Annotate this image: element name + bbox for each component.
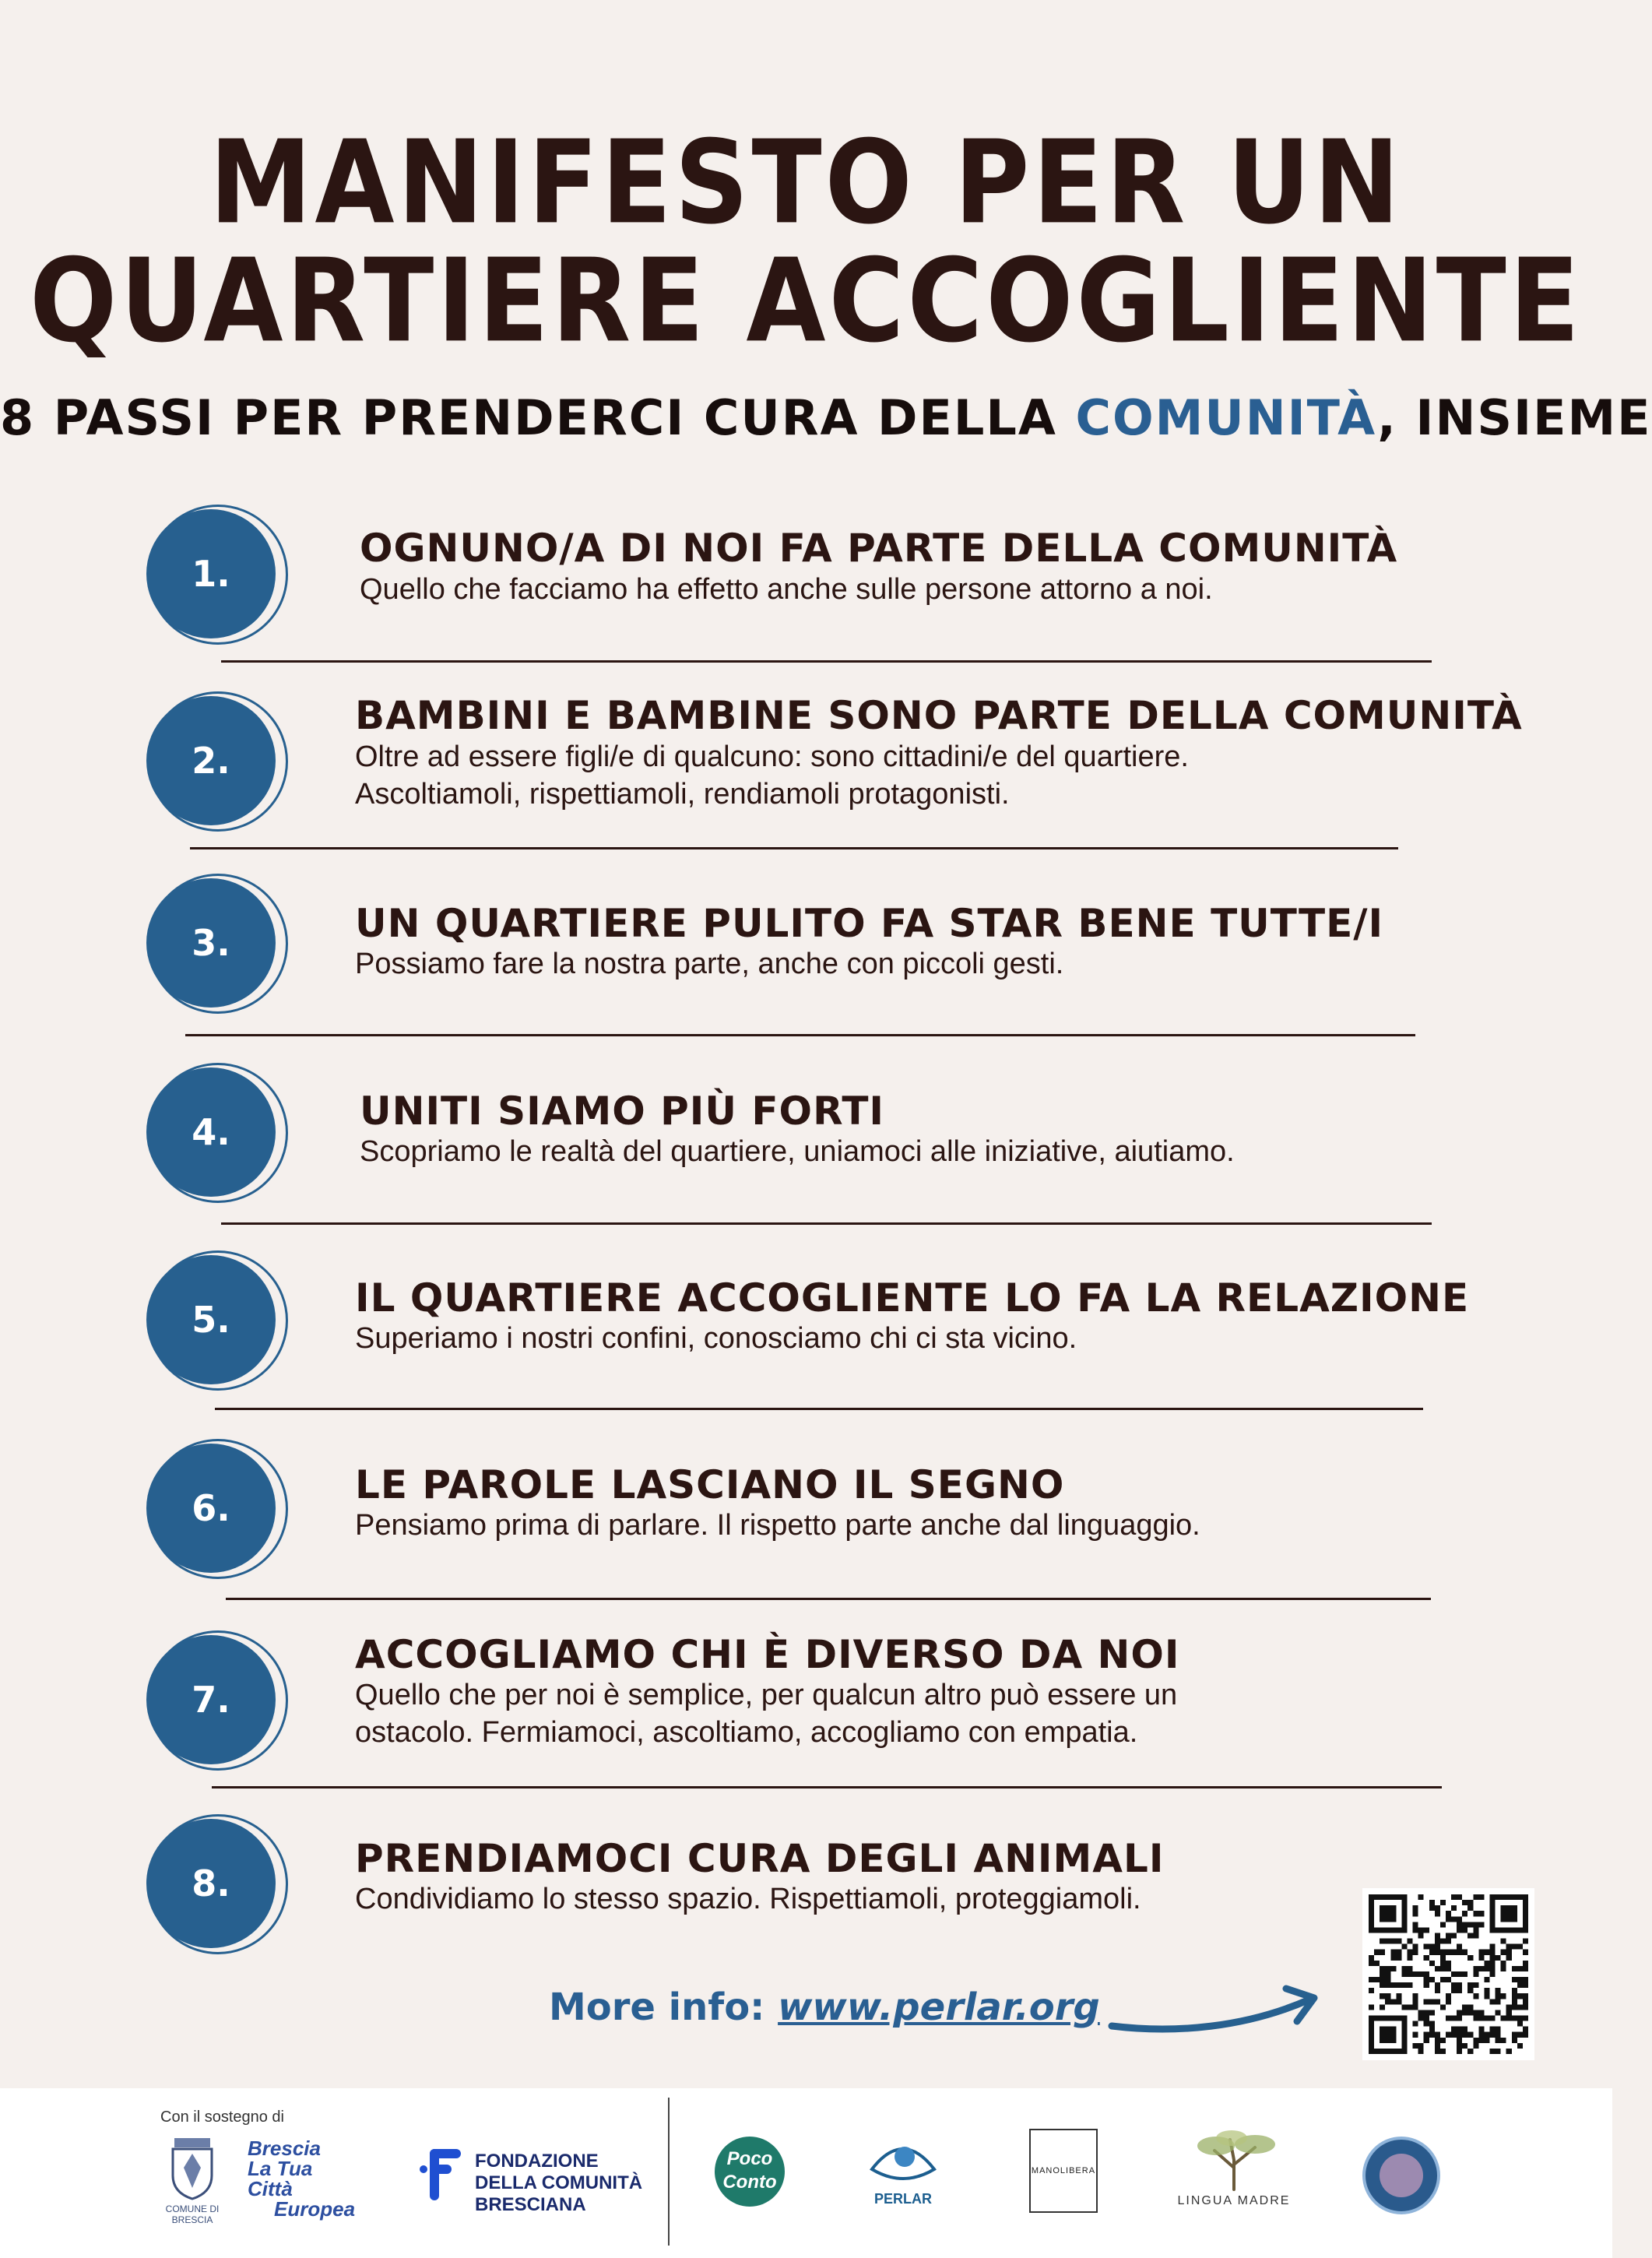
step-number-badge: 2. xyxy=(146,696,276,825)
fondazione-line1: FONDAZIONE xyxy=(475,2151,599,2172)
more-info xyxy=(549,1985,1100,2029)
divider xyxy=(185,1034,1415,1036)
step-text: Possiamo fare la nostra parte, anche con piccoli gesti. xyxy=(355,948,1064,980)
comune-di-brescia-logo xyxy=(165,2137,220,2225)
lingua-madre-logo xyxy=(1176,2129,1292,2208)
qr-code-icon[interactable] xyxy=(1362,1888,1534,2060)
step-title: IL QUARTIERE ACCOGLIENTE LO FA LA RELAZIONE xyxy=(355,1275,1470,1321)
more-info-label: More info: xyxy=(549,1985,779,2029)
perlar-label: PERLAR xyxy=(873,2191,932,2207)
emblem-center xyxy=(1380,2154,1423,2197)
step-text: Pensiamo prima di parlare. Il rispetto parte anche dal linguaggio. xyxy=(355,1509,1200,1542)
step-number-badge: 5. xyxy=(146,1255,276,1384)
step-title: PRENDIAMOCI CURA DEGLI ANIMALI xyxy=(355,1836,1165,1881)
oyster-pearl-icon xyxy=(864,2133,942,2188)
step-title: UN QUARTIERE PULITO FA STAR BENE TUTTE/I xyxy=(355,901,1384,946)
poco-conto-line1: Poco xyxy=(726,2148,773,2169)
step-text: Oltre ad essere figli/e di qualcuno: sono cittadini/e del quartiere. xyxy=(355,740,1189,773)
step-number-badge: 4. xyxy=(146,1067,276,1197)
fondazione-line2: DELLA COMUNITÀ xyxy=(475,2172,643,2193)
step-text: Ascoltiamoli, rispettiamoli, rendiamoli protagonisti. xyxy=(355,778,1010,811)
poco-conto-line2: Conto xyxy=(722,2172,777,2193)
step-number-badge: 8. xyxy=(146,1819,276,1948)
perlar-logo xyxy=(863,2133,944,2207)
fondazione-line3: BRESCIANA xyxy=(475,2194,586,2215)
step-text: Condividiamo lo stesso spazio. Rispettiamoli, proteggiamoli. xyxy=(355,1883,1141,1915)
subtitle-post: , INSIEME xyxy=(1377,389,1652,446)
step-number-badge: 3. xyxy=(146,878,276,1008)
comune-label: COMUNE DI BRESCIA xyxy=(165,2203,220,2225)
tree-icon xyxy=(1183,2129,1285,2191)
brescia-line1: Brescia xyxy=(248,2137,321,2160)
circular-emblem-icon xyxy=(1362,2137,1440,2214)
step-text: Quello che per noi è semplice, per qualcun altro può essere un xyxy=(355,1679,1178,1711)
divider xyxy=(212,1786,1442,1788)
poster-title-line1: MANIFESTO PER UN xyxy=(209,115,1403,251)
subtitle-accent: COMUNITÀ xyxy=(1075,389,1378,446)
brescia-line2: La Tua Città xyxy=(248,2157,313,2200)
manolibera-logo xyxy=(1029,2129,1098,2213)
divider xyxy=(226,1598,1431,1600)
brescia-line3: Europea xyxy=(274,2197,356,2221)
subtitle-pre: 8 PASSI PER PRENDERCI CURA DELLA xyxy=(0,389,1076,446)
poco-conto-logo xyxy=(715,2137,785,2207)
crest-icon xyxy=(170,2137,215,2200)
footer-divider xyxy=(668,2098,670,2246)
divider xyxy=(190,847,1398,849)
step-text: ostacolo. Fermiamoci, ascoltiamo, accogliamo con empatia. xyxy=(355,1716,1138,1749)
divider xyxy=(221,1222,1432,1225)
step-title: OGNUNO/A DI NOI FA PARTE DELLA COMUNITÀ xyxy=(360,526,1398,571)
divider xyxy=(221,660,1432,663)
step-text: Superiamo i nostri confini, conosciamo chi ci sta vicino. xyxy=(355,1322,1077,1355)
arrow-right-icon xyxy=(1105,1970,1331,2040)
divider xyxy=(215,1408,1423,1410)
step-number-badge: 1. xyxy=(146,509,276,638)
step-text: Quello che facciamo ha effetto anche sulle persone attorno a noi. xyxy=(360,573,1213,606)
manolibera-label: MANOLIBERA xyxy=(1031,2166,1096,2175)
step-title: LE PAROLE LASCIANO IL SEGNO xyxy=(355,1462,1065,1507)
website-link[interactable]: www.perlar.org xyxy=(778,1985,1100,2029)
step-number-badge: 6. xyxy=(146,1444,276,1573)
support-label: Con il sostegno di xyxy=(160,2109,284,2126)
fondazione-label xyxy=(475,2151,642,2216)
footer xyxy=(0,2088,1612,2258)
step-title: BAMBINI E BAMBINE SONO PARTE DELLA COMUNITÀ xyxy=(355,693,1523,738)
step-title: ACCOGLIAMO CHI È DIVERSO DA NOI xyxy=(355,1632,1180,1677)
step-number-badge: 7. xyxy=(146,1635,276,1764)
lingua-madre-label: LINGUA MADRE xyxy=(1177,2194,1291,2207)
step-title: UNITI SIAMO PIÙ FORTI xyxy=(360,1089,885,1134)
poster-title-line2: QUARTIERE ACCOGLIENTE xyxy=(30,234,1583,369)
step-text: Scopriamo le realtà del quartiere, uniamoci alle iniziative, aiutiamo. xyxy=(360,1135,1235,1168)
fondazione-logo-icon xyxy=(419,2144,466,2207)
poster-subtitle xyxy=(0,389,1652,446)
brescia-europea-logo xyxy=(248,2138,357,2219)
